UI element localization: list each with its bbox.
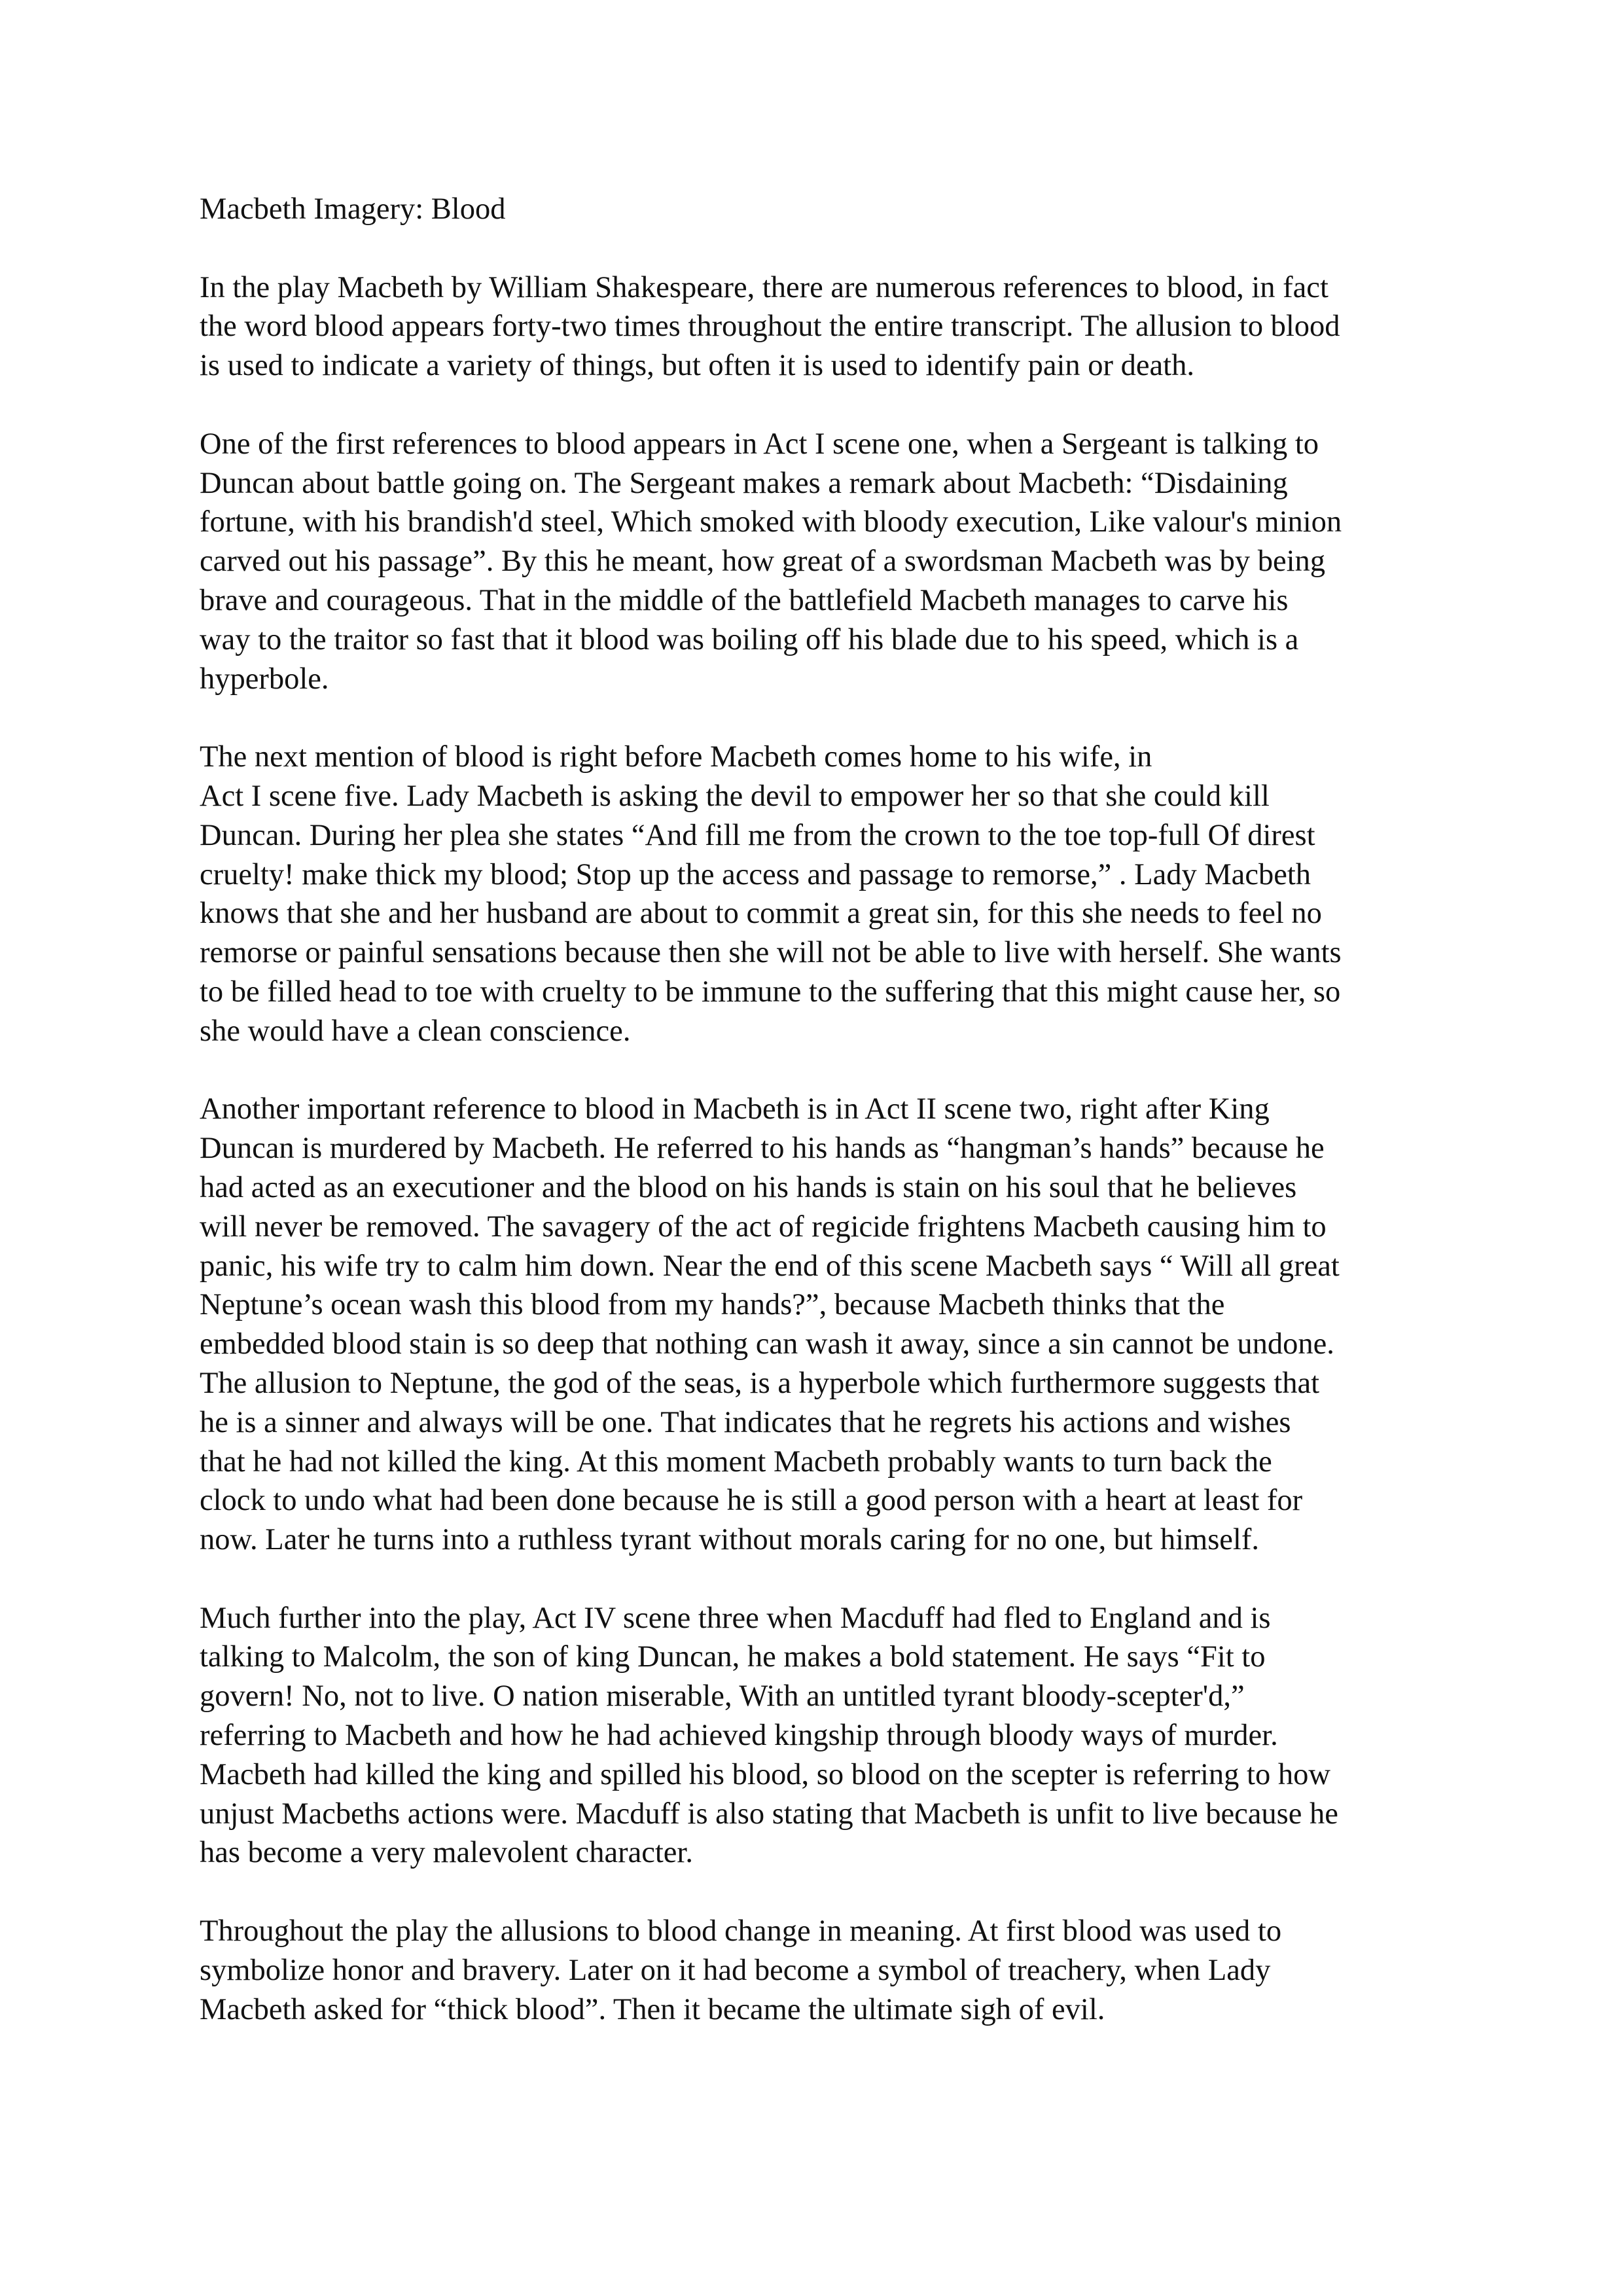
text-line: brave and courageous. That in the middle of the battlefield Macbeth manages to carve his — [200, 583, 1289, 617]
text-line: panic, his wife try to calm him down. Near the end of this scene Macbeth says “ Will all great — [200, 1249, 1340, 1283]
text-line: the word blood appears forty-two times throughout the entire transcript. The allusion to blood — [200, 310, 1340, 344]
text-line: to be filled head to toe with cruelty to be immune to the suffering that this might cause her, so — [200, 975, 1341, 1009]
paragraph-conclusion — [200, 1912, 1456, 2029]
text-line: he is a sinner and always will be one. That indicates that he regrets his actions and wishes — [200, 1405, 1291, 1439]
text-line: Neptune’s ocean wash this blood from my hands?”, because Macbeth thinks that the — [200, 1288, 1225, 1322]
text-line: clock to undo what had been done because he is still a good person with a heart at least for — [200, 1484, 1303, 1518]
text-line: Macbeth asked for “thick blood”. Then it became the ultimate sigh of evil. — [200, 1992, 1105, 2026]
text-line: she would have a clean conscience. — [200, 1014, 631, 1048]
text-line: now. Later he turns into a ruthless tyrant without morals caring for no one, but himself. — [200, 1523, 1259, 1557]
paragraph-act-two-scene-two — [200, 1090, 1456, 1560]
paragraph-act-one-scene-five — [200, 738, 1456, 1050]
text-line: unjust Macbeths actions were. Macduff is also stating that Macbeth is unfit to live because he — [200, 1797, 1338, 1831]
paragraph-act-four-scene-three — [200, 1599, 1456, 1873]
text-line: that he had not killed the king. At this moment Macbeth probably wants to turn back the — [200, 1444, 1272, 1479]
text-line: talking to Malcolm, the son of king Duncan, he makes a bold statement. He says “Fit to — [200, 1640, 1266, 1674]
document-body — [200, 190, 1456, 2068]
text-line: will never be removed. The savagery of the act of regicide frightens Macbeth causing him to — [200, 1210, 1327, 1244]
text-line: Duncan is murdered by Macbeth. He referred to his hands as “hangman’s hands” because he — [200, 1132, 1325, 1166]
text-line: In the play Macbeth by William Shakespeare, there are numerous references to blood, in fact — [200, 270, 1329, 304]
text-line: govern! No, not to live. O nation miserable, With an untitled tyrant bloody-scepter'd,” — [200, 1679, 1245, 1713]
text-line: hyperbole. — [200, 662, 329, 696]
text-line: Duncan. During her plea she states “And fill me from the crown to the toe top-full Of direst — [200, 818, 1315, 852]
text-line: Another important reference to blood in Macbeth is in Act II scene two, right after King — [200, 1092, 1270, 1126]
text-line: remorse or painful sensations because then she will not be able to live with herself. She wants — [200, 936, 1342, 970]
text-line: cruelty! make thick my blood; Stop up the access and passage to remorse,” . Lady Macbeth — [200, 857, 1311, 891]
text-line: One of the first references to blood appears in Act I scene one, when a Sergeant is talking to — [200, 427, 1319, 461]
document-title: Macbeth Imagery: Blood — [200, 192, 506, 226]
text-line: embedded blood stain is so deep that nothing can wash it away, since a sin cannot be undone. — [200, 1327, 1334, 1361]
text-line: Throughout the play the allusions to blood change in meaning. At first blood was used to — [200, 1914, 1282, 1948]
text-line: Much further into the play, Act IV scene three when Macduff had fled to England and is — [200, 1601, 1271, 1635]
text-line: fortune, with his brandish'd steel, Which smoked with bloody execution, Like valour's minion — [200, 505, 1342, 539]
text-line: had acted as an executioner and the blood on his hands is stain on his soul that he believes — [200, 1170, 1297, 1204]
text-line: way to the traitor so fast that it blood was boiling off his blade due to his speed, which is a — [200, 622, 1299, 656]
text-line: Macbeth had killed the king and spilled his blood, so blood on the scepter is referring to how — [200, 1757, 1330, 1791]
text-line: referring to Macbeth and how he had achieved kingship through bloody ways of murder. — [200, 1719, 1278, 1753]
text-line: has become a very malevolent character. — [200, 1836, 693, 1870]
text-line: symbolize honor and bravery. Later on it had become a symbol of treachery, when Lady — [200, 1953, 1271, 1987]
text-line: is used to indicate a variety of things, but often it is used to identify pain or death. — [200, 349, 1194, 383]
text-line: Act I scene five. Lady Macbeth is asking the devil to empower her so that she could kill — [200, 779, 1270, 813]
text-line: The next mention of blood is right before Macbeth comes home to his wife, in — [200, 740, 1152, 774]
text-line: carved out his passage”. By this he meant, how great of a swordsman Macbeth was by being — [200, 545, 1326, 579]
paragraph-act-one-scene-one — [200, 425, 1456, 699]
paragraph-intro — [200, 268, 1456, 386]
text-line: knows that she and her husband are about to commit a great sin, for this she needs to feel no — [200, 897, 1322, 931]
text-line: The allusion to Neptune, the god of the seas, is a hyperbole which furthermore suggests that — [200, 1366, 1320, 1400]
text-line: Duncan about battle going on. The Sergeant makes a remark about Macbeth: “Disdaining — [200, 466, 1288, 500]
